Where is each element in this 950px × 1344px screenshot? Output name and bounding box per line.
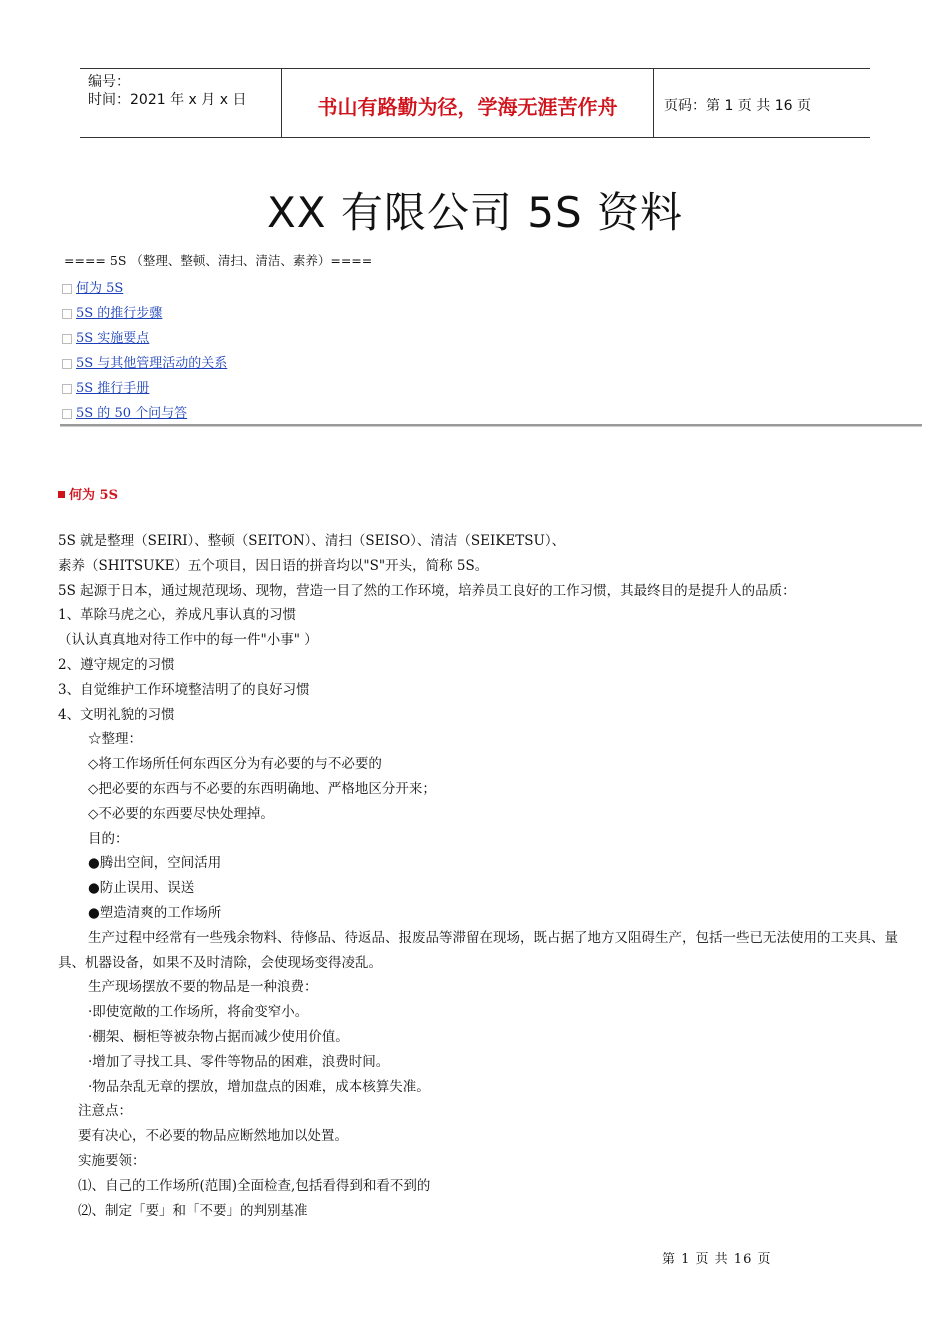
sort-line: 目的： xyxy=(88,830,129,847)
toc-divider xyxy=(60,424,922,427)
body-line: 3、自觉维护工作环境整洁明了的良好习惯 xyxy=(58,681,310,698)
time-label: 时间：2021 年 x 月 x 日 xyxy=(88,92,247,108)
page-title: XX 有限公司 5S 资料 xyxy=(267,188,683,237)
section-title-text: 何为 5S xyxy=(69,488,118,503)
waste-line: ·增加了寻找工具、零件等物品的困难，浪费时间。 xyxy=(88,1053,390,1070)
toc-link-relations[interactable]: 5S 与其他管理活动的关系 xyxy=(76,355,228,371)
header-meta xyxy=(80,69,281,137)
body-line: 5S 起源于日本，通过规范现场、现物，营造一目了然的工作环境，培养员工良好的工作习惯，其最终目的是提升人的品质： xyxy=(58,582,796,599)
body-line: （认认真真地对待工作中的每一件"小事" ） xyxy=(58,632,318,649)
section-title xyxy=(58,484,118,503)
note-line: ⑴、自己的工作场所(范围)全面检查,包括看得到和看不到的 xyxy=(78,1177,431,1194)
header-page-cell xyxy=(654,69,870,137)
sort-line: ◇把必要的东西与不必要的东西明确地、严格地区分开来； xyxy=(88,780,436,797)
toc-item xyxy=(62,376,227,401)
checkbox-icon xyxy=(62,284,72,294)
toc-link-what-is-5s[interactable]: 何为 5S xyxy=(76,280,124,296)
checkbox-icon xyxy=(62,359,72,369)
header-motto-cell xyxy=(281,69,654,137)
body-line: 4、文明礼貌的习惯 xyxy=(58,706,175,723)
sort-line: ●塑造清爽的工作场所 xyxy=(88,904,222,921)
note-line: ⑵、制定「要」和「不要」的判别基准 xyxy=(78,1202,308,1219)
sort-line: ◇不必要的东西要尽快处理掉。 xyxy=(88,805,274,822)
waste-line: ·物品杂乱无章的摆放，增加盘点的困难，成本核算失准。 xyxy=(88,1078,430,1095)
body-line: 1、革除马虎之心，养成凡事认真的习惯 xyxy=(58,607,297,624)
waste-line: ·即使宽敞的工作场所，将俞变窄小。 xyxy=(88,1004,309,1021)
serial-label: 编号： xyxy=(88,74,130,90)
body-line: 素养（SHITSUKE）五个项目，因日语的拼音均以"S"开头，简称 5S。 xyxy=(58,557,489,574)
checkbox-icon xyxy=(62,409,72,419)
sort-line: ◇将工作场所任何东西区分为有必要的与不必要的 xyxy=(88,756,382,773)
sort-line: ●防止误用、误送 xyxy=(88,880,195,897)
checkbox-icon xyxy=(62,334,72,344)
header-page-info: 页码：第 1 页 共 16 页 xyxy=(664,98,811,114)
header-table xyxy=(80,68,870,138)
body-line: 2、遵守规定的习惯 xyxy=(58,656,175,673)
sort-line: ●腾出空间，空间活用 xyxy=(88,855,222,872)
body-line: 5S 就是整理（SEIRI）、整顿（SEITON）、清扫（SEISO）、清洁（SEIKETSU）、 xyxy=(58,533,566,549)
sort-line: ☆整理： xyxy=(88,731,142,748)
body-paragraph: 生产过程中经常有一些残余物料、待修品、待返品、报废品等滞留在现场，既占据了地方又阻碍生产，包括一些已无法使用的工夹具、量具、机器设备，如果不及时清除，会使现场变得凌乱。 xyxy=(58,929,898,971)
toc-heading: ==== 5S （整理、整顿、清扫、清洁、素养）==== xyxy=(64,253,373,268)
checkbox-icon xyxy=(62,309,72,319)
toc-item xyxy=(62,276,227,301)
toc-list xyxy=(62,276,227,426)
waste-line: 生产现场摆放不要的物品是一种浪费： xyxy=(88,979,318,996)
toc-link-steps[interactable]: 5S 的推行步骤 xyxy=(76,305,163,321)
page-footer: 第 1 页 共 16 页 xyxy=(662,1252,772,1267)
toc-item xyxy=(62,401,227,426)
toc-link-qa[interactable]: 5S 的 50 个问与答 xyxy=(76,405,188,421)
checkbox-icon xyxy=(62,384,72,394)
toc-item xyxy=(62,326,227,351)
header-motto: 书山有路勤为径，学海无涯苦作舟 xyxy=(317,95,618,119)
note-line: 要有决心，不必要的物品应断然地加以处置。 xyxy=(78,1128,348,1145)
section-body xyxy=(58,529,898,1223)
toc-link-manual[interactable]: 5S 推行手册 xyxy=(76,380,150,396)
toc-item xyxy=(62,301,227,326)
note-line: 注意点： xyxy=(78,1103,132,1120)
waste-line: ·棚架、橱柜等被杂物占据而减少使用价值。 xyxy=(88,1028,349,1045)
note-line: 实施要领： xyxy=(78,1152,146,1169)
toc-item xyxy=(62,351,227,376)
toc-link-key-points[interactable]: 5S 实施要点 xyxy=(76,330,150,346)
square-bullet-icon xyxy=(58,491,65,498)
